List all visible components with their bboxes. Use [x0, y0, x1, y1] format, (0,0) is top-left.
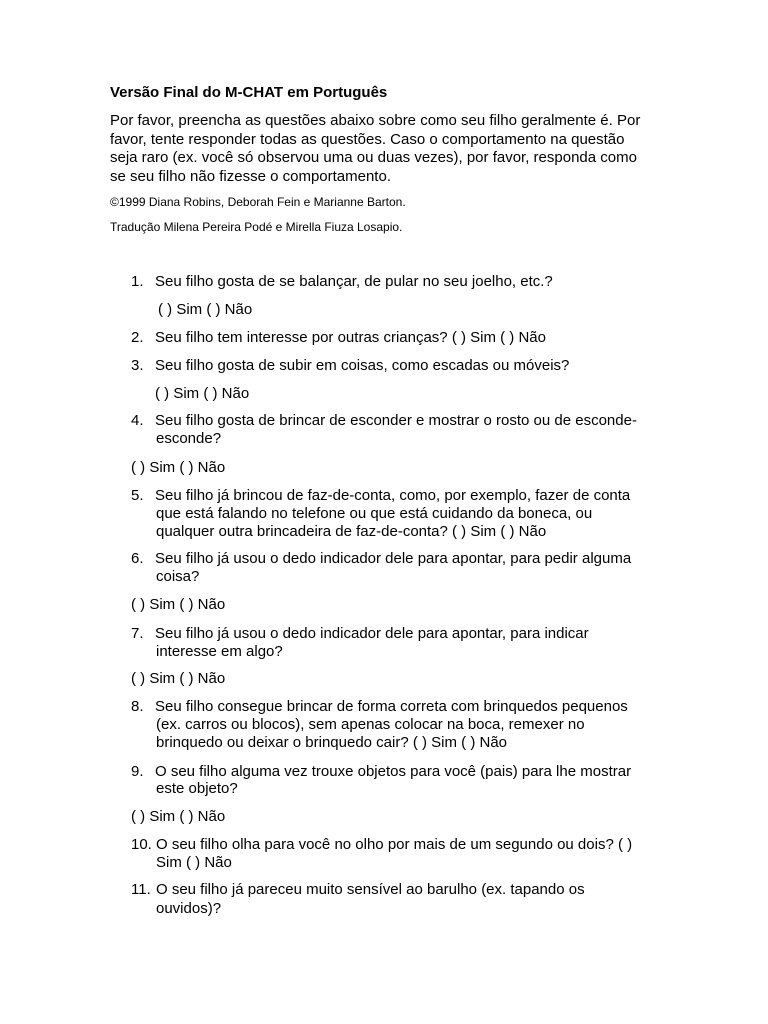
question-text: (ex. carros ou blocos), sem apenas colocar na boca, remexer no — [156, 716, 585, 733]
answer-options: ( ) Sim ( ) Não — [131, 596, 226, 613]
question-text: Sim ( ) Não — [156, 854, 232, 871]
intro-line: Por favor, preencha as questões abaixo sobre como seu filho geralmente é. Por — [110, 112, 641, 129]
question-text: O seu filho já pareceu muito sensível ao barulho (ex. tapando os — [156, 881, 585, 898]
question-number: 4. — [131, 412, 144, 429]
question-number: 1. — [131, 273, 144, 290]
answer-options: ( ) Sim ( ) Não — [155, 385, 250, 402]
question-text: Seu filho consegue brincar de forma correta com brinquedos pequenos — [155, 698, 628, 715]
intro-paragraph — [110, 112, 662, 186]
intro-line: se seu filho não fizesse o comportamento. — [110, 167, 391, 185]
answer-options: ( ) Sim ( ) Não — [131, 670, 226, 687]
question-number: 8. — [131, 698, 144, 715]
question-number: 9. — [131, 763, 144, 780]
question-text: Seu filho já usou o dedo indicador dele para apontar, para pedir alguma — [155, 550, 632, 567]
question-text: brinquedo ou deixar o brinquedo cair? ( ) Sim ( ) Não — [156, 734, 508, 751]
question-text: Seu filho já usou o dedo indicador dele para apontar, para indicar — [155, 625, 589, 642]
question-text: Seu filho gosta de brincar de esconder e mostrar o rosto ou de esconde- — [155, 412, 637, 429]
answer-options: ( ) Sim ( ) Não — [131, 459, 226, 476]
document-title: Versão Final do M-CHAT em Português — [110, 84, 388, 101]
question-text: ouvidos)? — [156, 900, 222, 917]
question-text: Seu filho tem interesse por outras crianças? ( ) Sim ( ) Não — [155, 329, 546, 346]
question-text: O seu filho alguma vez trouxe objetos para você (pais) para lhe mostrar — [155, 763, 632, 780]
intro-line: favor, tente responder todas as questões. Caso o comportamento na questão — [110, 130, 625, 148]
translation-credit: Tradução Milena Pereira Podé e Mirella Fiuza Losapio. — [110, 220, 403, 234]
question-text: qualquer outra brincadeira de faz-de-conta? ( ) Sim ( ) Não — [156, 523, 547, 540]
question-text: esconde? — [156, 430, 222, 447]
question-number: 3. — [131, 357, 144, 374]
question-text: Seu filho gosta de subir em coisas, como escadas ou móveis? — [155, 357, 570, 374]
question-text: Seu filho já brincou de faz-de-conta, como, por exemplo, fazer de conta — [155, 487, 631, 504]
question-text: coisa? — [156, 568, 200, 585]
question-text: Seu filho gosta de se balançar, de pular no seu joelho, etc.? — [155, 273, 553, 290]
question-text: O seu filho olha para você no olho por mais de um segundo ou dois? ( ) — [156, 836, 633, 853]
answer-options: ( ) Sim ( ) Não — [158, 301, 253, 318]
question-text: interesse em algo? — [156, 643, 283, 660]
question-number: 11. — [131, 881, 151, 898]
question-text: que está falando no telefone ou que está cuidando da boneca, ou — [156, 505, 593, 522]
copyright-line: ©1999 Diana Robins, Deborah Fein e Marianne Barton. — [110, 195, 406, 209]
question-number: 5. — [131, 487, 144, 504]
question-number: 7. — [131, 625, 144, 642]
question-number: 2. — [131, 329, 144, 346]
question-text: este objeto? — [156, 780, 238, 797]
intro-line: seja raro (ex. você só observou uma ou duas vezes), por favor, responda como — [110, 149, 637, 166]
answer-options: ( ) Sim ( ) Não — [131, 808, 226, 825]
question-number: 10. — [131, 836, 152, 853]
question-number: 6. — [131, 550, 144, 567]
